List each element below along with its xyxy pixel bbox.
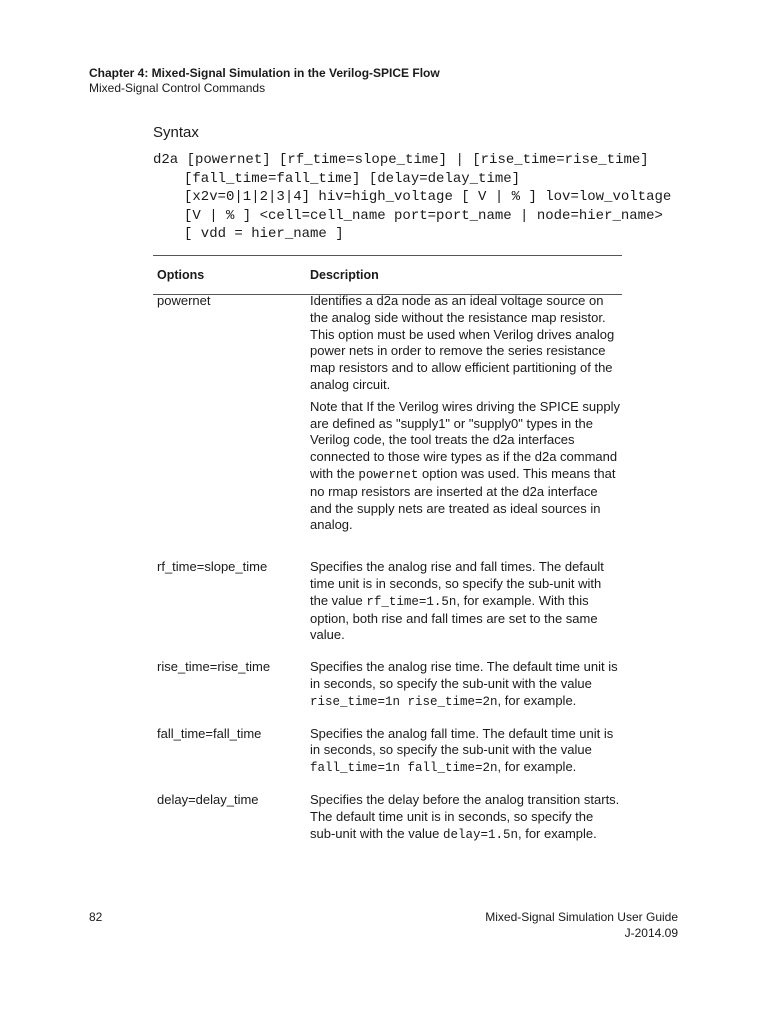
text-run: Specifies the analog fall time. The default time unit is in seconds, so specify the sub-unit with the value xyxy=(310,725,614,758)
header-description: Description xyxy=(310,268,379,282)
section-title: Mixed-Signal Control Commands xyxy=(89,81,266,95)
inline-code: powernet xyxy=(358,467,419,482)
option-name: rf_time=slope_time xyxy=(157,559,268,575)
syntax-line: [x2v=0|1|2|3|4] hiv=high_voltage [ V | % ] lov=low_voltage xyxy=(184,189,672,205)
syntax-line: d2a [powernet] [rf_time=slope_time] | [rise_time=rise_time] xyxy=(153,152,649,168)
table-row xyxy=(153,293,622,539)
text-run: Specifies the delay before the analog transition starts. The default time unit is in seconds, so specify the sub-unit with the value xyxy=(310,791,620,841)
header-options: Options xyxy=(157,268,205,282)
syntax-block xyxy=(153,151,671,244)
inline-code: rf_time=1.5n xyxy=(366,594,457,609)
option-name: delay=delay_time xyxy=(157,791,259,807)
page-number: 82 xyxy=(89,910,103,924)
text-run: Specifies the analog rise and fall times. The default time unit is in seconds, so specify the sub-unit with the value xyxy=(310,559,604,608)
option-description xyxy=(310,726,622,777)
syntax-line: [ vdd = hier_name ] xyxy=(184,226,344,242)
text-run: Note that If the Verilog wires driving the SPICE supply are defined as "supply1" or "supply0" types in the Verilog code, the tool treats the d2a interfaces connected to those wire types as if the d2a command with the xyxy=(310,398,620,481)
option-description xyxy=(310,659,622,710)
description-paragraph xyxy=(310,399,622,534)
table-body xyxy=(153,293,622,857)
option-name: powernet xyxy=(157,293,211,308)
option-name: fall_time=fall_time xyxy=(157,725,262,741)
syntax-line: [fall_time=fall_time] [delay=delay_time] xyxy=(184,170,521,187)
syntax-heading: Syntax xyxy=(153,124,199,141)
text-run: , for example. xyxy=(497,692,577,708)
option-description xyxy=(310,559,622,644)
table-row xyxy=(153,726,622,777)
text-run: Specifies the analog rise time. The default time unit is in seconds, so specify the sub-unit with the value xyxy=(310,659,618,691)
table-row xyxy=(153,659,622,710)
option-description xyxy=(310,792,622,843)
syntax-line: [V | % ] <cell=cell_name port=port_name | node=hier_name> xyxy=(184,207,663,224)
table-row xyxy=(153,559,622,644)
chapter-title: Chapter 4: Mixed-Signal Simulation in the Verilog-SPICE Flow xyxy=(89,66,440,80)
option-name: rise_time=rise_time xyxy=(157,659,271,675)
text-run: , for example. xyxy=(497,759,577,775)
inline-code: rise_time=1n rise_time=2n xyxy=(310,694,498,709)
inline-code: fall_time=1n fall_time=2n xyxy=(310,761,498,776)
inline-code: delay=1.5n xyxy=(442,827,518,842)
description-paragraph: Identifies a d2a node as an ideal voltage source on the analog side without the resistance map resistor. This option must be used when Verilog drives analog power nets in order to remove the series resistance map resistors and to allow efficient partitioning of the analog circuit. xyxy=(310,293,615,392)
table-row xyxy=(153,792,622,843)
guide-title: Mixed-Signal Simulation User Guide xyxy=(485,910,678,924)
text-run: option was used. This means that no rmap resistors are inserted at the d2a interface and the supply nets are treated as ideal sources in analog. xyxy=(310,465,616,533)
text-run: , for example. With this option, both rise and fall times are set to the same value. xyxy=(310,592,598,643)
table-header xyxy=(153,256,622,295)
option-description xyxy=(310,293,622,539)
text-run: , for example. xyxy=(517,825,597,841)
version-label: J-2014.09 xyxy=(624,926,678,940)
